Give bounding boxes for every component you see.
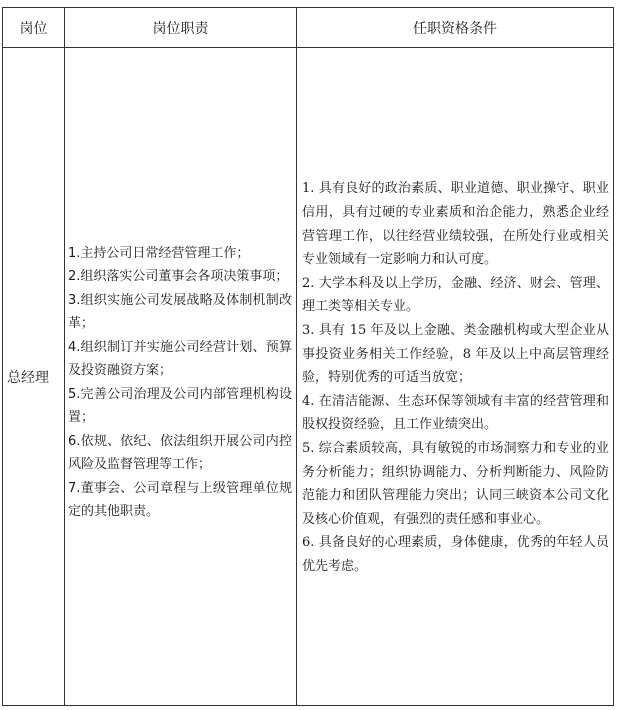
duty-item: 1.主持公司日常经营管理工作； — [68, 245, 250, 261]
duty-item: 4.组织制订并实施公司经营计划、预算及投资融资方案； — [68, 339, 292, 378]
requirement-item: 2. 大学本科及以上学历，金融、经济、财会、管理、理工类等相关专业。 — [302, 275, 609, 315]
requirement-item: 3. 具有 15 年及以上金融、类金融机构或大型企业从事投资业务相关工作经验，8 年及以上中高层管理经验，特别优秀的可适当放宽； — [302, 323, 609, 386]
post-cell: 总经理 — [3, 48, 65, 706]
duty-item: 6.依规、依纪、依法组织开展公司内控风险及监督管理等工作； — [68, 433, 292, 472]
duties-list — [68, 242, 292, 524]
duty-item: 7.董事会、公司章程与上级管理单位规定的其他职责。 — [68, 480, 292, 519]
requirement-item: 1. 具有良好的政治素质、职业道德、职业操守、职业信用，具有过硬的专业素质和治企能力，熟悉企业经营管理工作，以往经营业绩较强，在所处行业或相关专业领域有一定影响力和认可度。 — [302, 181, 609, 268]
table-header-row — [3, 8, 614, 48]
requirement-item: 6. 具备良好的心理素质，身体健康，优秀的年轻人员优先考虑。 — [302, 535, 609, 574]
requirement-item: 4. 在清洁能源、生态环保等领域有丰富的经营管理和股权投资经验，且工作业绩突出。 — [302, 393, 609, 433]
header-requirements: 任职资格条件 — [297, 8, 614, 48]
duties-cell — [65, 48, 297, 706]
header-post: 岗位 — [3, 8, 65, 48]
table-row — [3, 48, 614, 706]
duty-item: 5.完善公司治理及公司内部管理机构设置； — [68, 386, 292, 425]
duty-item: 2.组织落实公司董事会各项决策事项； — [68, 269, 289, 284]
requirement-item: 5. 综合素质较高，具有敏锐的市场洞察力和专业的业务分析能力；组织协调能力、分析判断能力、风险防范能力和团队管理能力突出；认同三峡资本公司文化及核心价值观，有强烈的责任感和事业心。 — [302, 440, 609, 527]
requirements-list — [302, 177, 609, 578]
requirements-cell — [297, 48, 614, 706]
job-requirements-table — [2, 7, 614, 706]
duty-item: 3.组织实施公司发展战略及体制机制改革； — [68, 292, 292, 331]
header-duties: 岗位职责 — [65, 8, 297, 48]
